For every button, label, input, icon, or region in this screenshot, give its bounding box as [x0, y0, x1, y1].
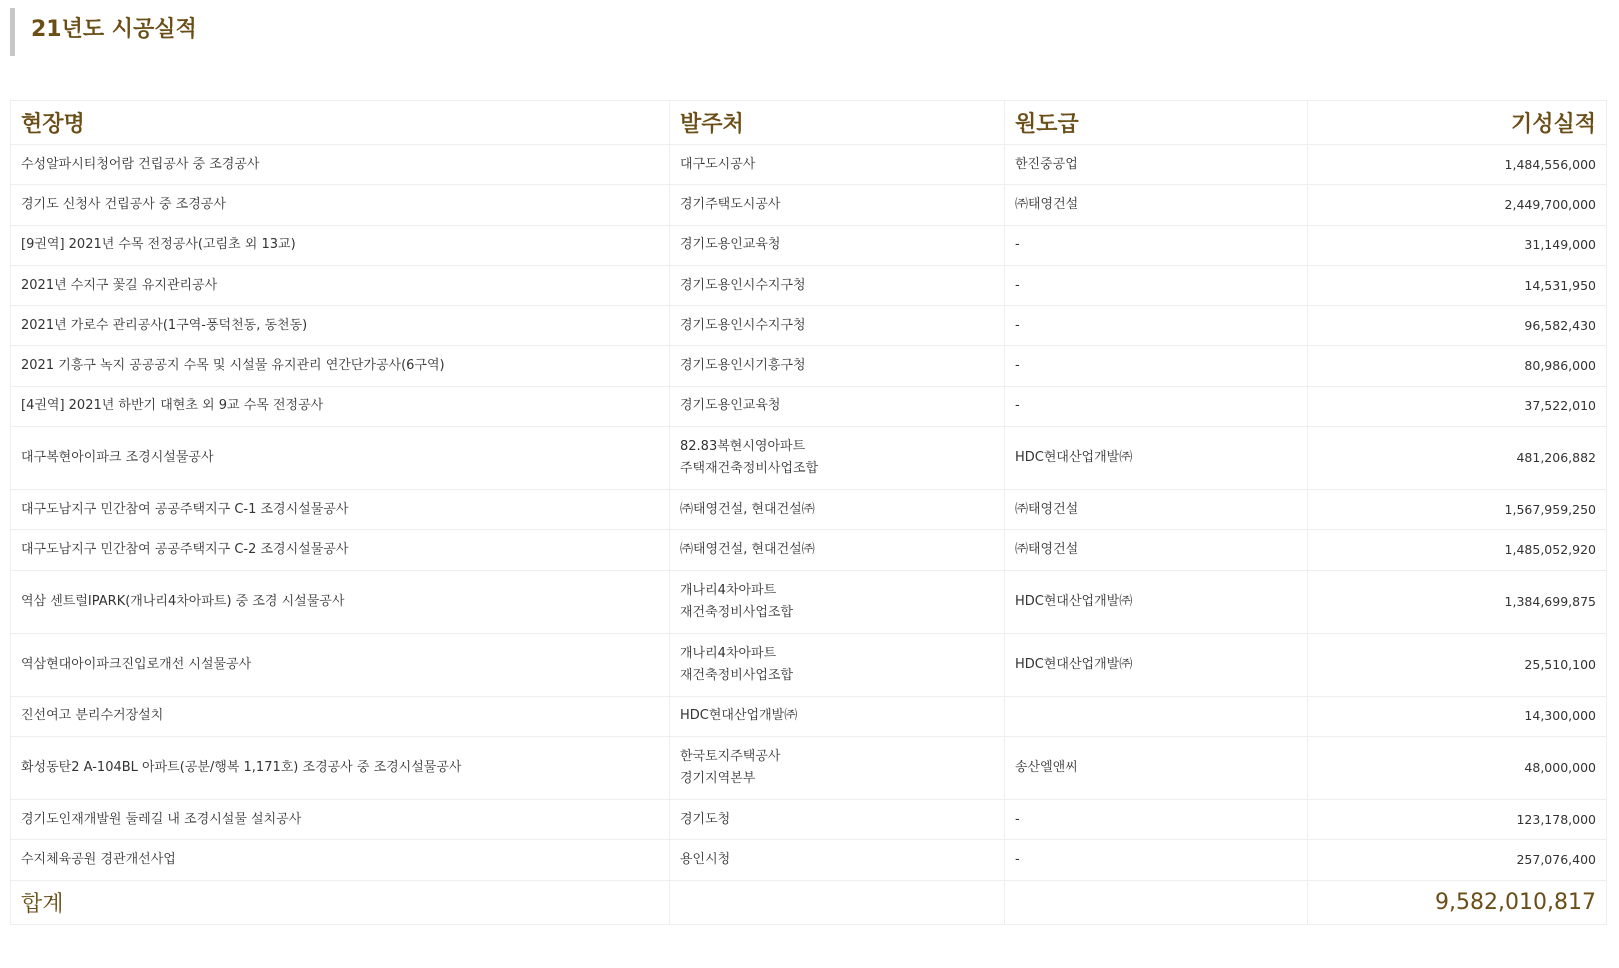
amount-cell: 14,531,950: [1308, 265, 1607, 305]
client-line: ㈜태영건설, 현대건설㈜: [680, 501, 815, 517]
client-line: 경기도용인교육청: [680, 237, 781, 253]
amount-cell: 14,300,000: [1308, 696, 1607, 736]
client-line: 개나리4차아파트: [680, 582, 777, 598]
client-cell: [670, 346, 1005, 386]
client-line: 경기지역본부: [680, 770, 756, 786]
client-cell: [670, 799, 1005, 839]
site-name-cell: [9권역] 2021년 수목 전정공사(고림초 외 13교): [11, 225, 670, 265]
site-name-cell: 2021년 가로수 관리공사(1구역-풍덕천동, 동천동): [11, 306, 670, 346]
contractor-cell: HDC현대산업개발㈜: [1005, 427, 1308, 490]
client-line: 경기도용인시수지구청: [680, 277, 806, 293]
table-row: [11, 736, 1607, 799]
contractor-cell: -: [1005, 799, 1308, 839]
client-line: 경기도용인시수지구청: [680, 317, 806, 333]
client-line: 한국토지주택공사: [680, 748, 781, 764]
site-name-cell: 2021 기흥구 녹지 공공공지 수목 및 시설물 유지관리 연간단가공사(6구역): [11, 346, 670, 386]
site-name-cell: 대구도남지구 민간참여 공공주택지구 C-2 조경시설물공사: [11, 530, 670, 570]
table-row: [11, 225, 1607, 265]
client-cell: [670, 696, 1005, 736]
client-line: 대구도시공사: [680, 156, 756, 172]
table-body: [11, 145, 1607, 881]
client-cell: [670, 490, 1005, 530]
contractor-cell: -: [1005, 265, 1308, 305]
contractor-cell: 송산엘앤씨: [1005, 736, 1308, 799]
contractor-cell: 한진중공업: [1005, 145, 1308, 185]
amount-cell: 96,582,430: [1308, 306, 1607, 346]
table-header-row: [11, 101, 1607, 145]
site-name-cell: 대구도남지구 민간참여 공공주택지구 C-1 조경시설물공사: [11, 490, 670, 530]
client-cell: [670, 736, 1005, 799]
table-row: [11, 306, 1607, 346]
table-row: [11, 633, 1607, 696]
client-line: 경기도용인시기흥구청: [680, 358, 806, 374]
amount-cell: 37,522,010: [1308, 386, 1607, 426]
client-cell: [670, 265, 1005, 305]
client-line: 경기도용인교육청: [680, 398, 781, 414]
client-line: 재건축정비사업조합: [680, 604, 794, 620]
table-row: [11, 799, 1607, 839]
column-header-client: 발주처: [670, 101, 1005, 145]
client-cell: [670, 530, 1005, 570]
site-name-cell: 진선여고 분리수거장설치: [11, 696, 670, 736]
client-line: 경기주택도시공사: [680, 196, 781, 212]
site-name-cell: 대구복현아이파크 조경시설물공사: [11, 427, 670, 490]
table-row: [11, 570, 1607, 633]
total-label: 합계: [11, 880, 670, 924]
client-line: HDC현대산업개발㈜: [680, 708, 798, 724]
amount-cell: 2,449,700,000: [1308, 185, 1607, 225]
column-header-contractor: 원도급: [1005, 101, 1308, 145]
contractor-cell: HDC현대산업개발㈜: [1005, 570, 1308, 633]
amount-cell: 25,510,100: [1308, 633, 1607, 696]
contractor-cell: ㈜태영건설: [1005, 185, 1308, 225]
contractor-cell: -: [1005, 225, 1308, 265]
contractor-cell: ㈜태영건설: [1005, 530, 1308, 570]
site-name-cell: 경기도인재개발원 둘레길 내 조경시설물 설치공사: [11, 799, 670, 839]
client-line: ㈜태영건설, 현대건설㈜: [680, 542, 815, 558]
client-line: 용인시청: [680, 851, 731, 867]
table-row: [11, 840, 1607, 880]
table-row: [11, 265, 1607, 305]
total-empty-cell: [1005, 880, 1308, 924]
site-name-cell: 역삼 센트럴IPARK(개나리4차아파트) 중 조경 시설물공사: [11, 570, 670, 633]
amount-cell: 1,484,556,000: [1308, 145, 1607, 185]
page-title: 21년도 시공실적: [31, 17, 197, 42]
table-row: [11, 696, 1607, 736]
client-line: 재건축정비사업조합: [680, 667, 794, 683]
table-row: [11, 346, 1607, 386]
client-cell: [670, 225, 1005, 265]
total-row: [11, 880, 1607, 924]
amount-cell: 80,986,000: [1308, 346, 1607, 386]
amount-cell: 123,178,000: [1308, 799, 1607, 839]
table-row: [11, 386, 1607, 426]
total-empty-cell: [670, 880, 1005, 924]
contractor-cell: -: [1005, 386, 1308, 426]
contractor-cell: [1005, 696, 1308, 736]
amount-cell: 1,567,959,250: [1308, 490, 1607, 530]
table-row: [11, 145, 1607, 185]
client-cell: [670, 306, 1005, 346]
client-line: 경기도청: [680, 811, 731, 827]
client-cell: [670, 145, 1005, 185]
table-row: [11, 490, 1607, 530]
amount-cell: 1,485,052,920: [1308, 530, 1607, 570]
client-line: 개나리4차아파트: [680, 645, 777, 661]
site-name-cell: 화성동탄2 A-104BL 아파트(공분/행복 1,171호) 조경공사 중 조경시설물공사: [11, 736, 670, 799]
client-line: 주택재건축정비사업조합: [680, 461, 819, 477]
site-name-cell: [4권역] 2021년 하반기 대현초 외 9교 수목 전정공사: [11, 386, 670, 426]
performance-table: [10, 100, 1607, 925]
client-cell: [670, 427, 1005, 490]
column-header-amount: 기성실적: [1308, 101, 1607, 145]
contractor-cell: ㈜태영건설: [1005, 490, 1308, 530]
contractor-cell: -: [1005, 306, 1308, 346]
total-amount: 9,582,010,817: [1308, 880, 1607, 924]
contractor-cell: HDC현대산업개발㈜: [1005, 633, 1308, 696]
client-cell: [670, 570, 1005, 633]
table-row: [11, 427, 1607, 490]
site-name-cell: 2021년 수지구 꽃길 유지관리공사: [11, 265, 670, 305]
section-heading: [10, 8, 197, 56]
client-cell: [670, 633, 1005, 696]
contractor-cell: -: [1005, 840, 1308, 880]
client-cell: [670, 185, 1005, 225]
table-row: [11, 185, 1607, 225]
column-header-site: 현장명: [11, 101, 670, 145]
amount-cell: 31,149,000: [1308, 225, 1607, 265]
amount-cell: 1,384,699,875: [1308, 570, 1607, 633]
table-row: [11, 530, 1607, 570]
amount-cell: 257,076,400: [1308, 840, 1607, 880]
client-cell: [670, 386, 1005, 426]
amount-cell: 48,000,000: [1308, 736, 1607, 799]
site-name-cell: 역삼현대아이파크진입로개선 시설물공사: [11, 633, 670, 696]
amount-cell: 481,206,882: [1308, 427, 1607, 490]
site-name-cell: 수지체육공원 경관개선사업: [11, 840, 670, 880]
client-line: 82.83복현시영아파트: [680, 439, 806, 455]
site-name-cell: 경기도 신청사 건립공사 중 조경공사: [11, 185, 670, 225]
site-name-cell: 수성알파시티청어람 건립공사 중 조경공사: [11, 145, 670, 185]
client-cell: [670, 840, 1005, 880]
contractor-cell: -: [1005, 346, 1308, 386]
